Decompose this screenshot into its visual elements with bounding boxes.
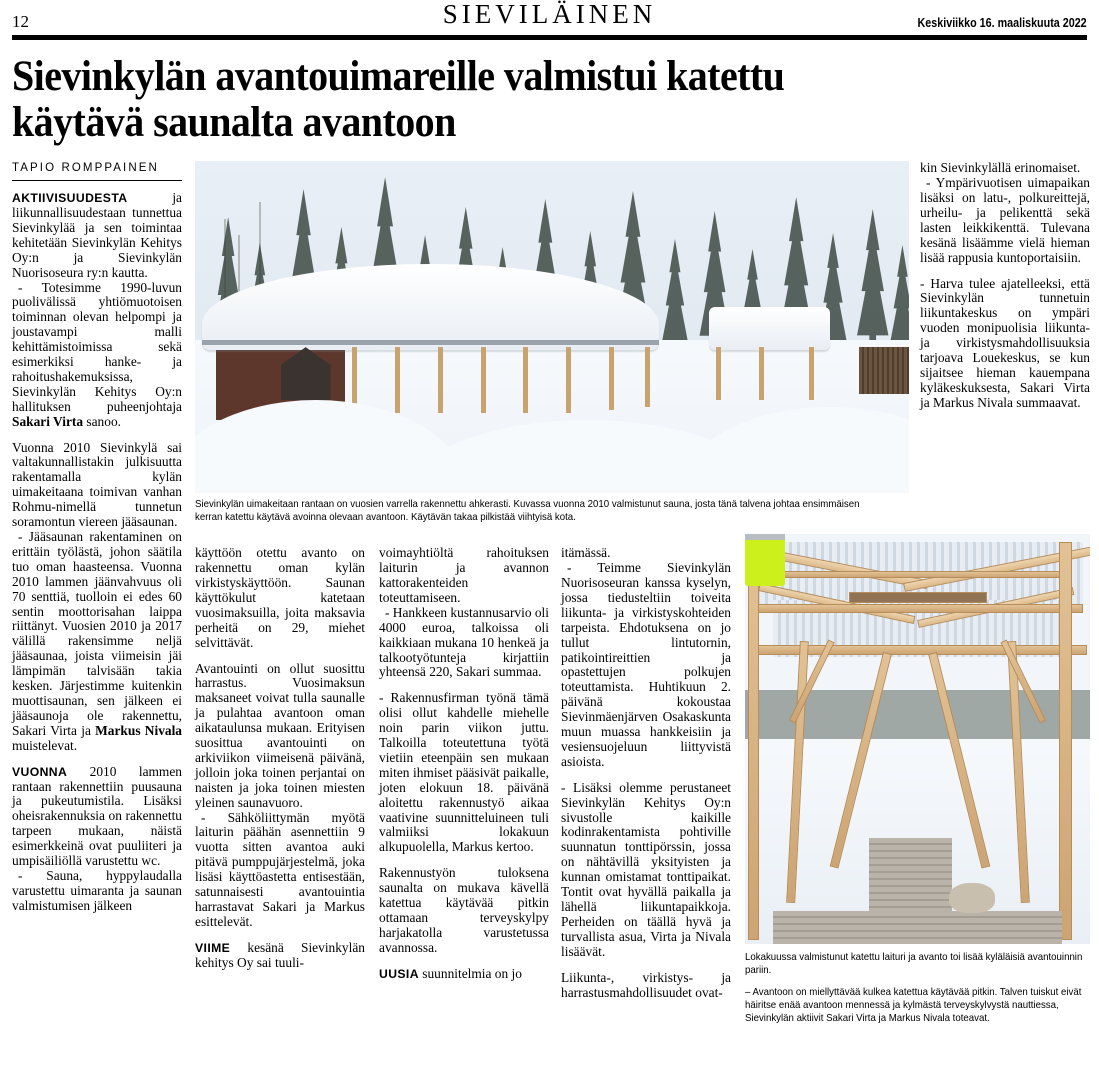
text-column-1 bbox=[12, 161, 182, 914]
headline-line-1: Sievinkylän avantouimareille valmistui katettu bbox=[12, 53, 785, 100]
text-column-2 bbox=[195, 546, 365, 970]
article-headline bbox=[12, 54, 1082, 145]
paragraph: - Lisäksi olemme perustaneet Sievinkylän Kehitys Oy:n sivustolle kaikille kodinrakentamista pohtiville suunnatun tonttipörssin, jossa on nähtävillä yksityisten ja kunnan omistamat tonttipaikat. Tontit ovat hyvällä paikalla ja lähellä liikuntapaikkoja. Perheiden on täällä hyvä ja turvallista asua, Virta ja Nivala lisäävät. bbox=[561, 779, 731, 959]
paragraph: - Teimme Sievinkylän Nuorisoseuran kanssa kyselyn, jossa tiedusteltiin toiveita liikunta- ja virkistyskohteiden tarpeista. Ehdotuksena on jo tullut lintutornin, patikointireittien ja opastettujen polkujen toteuttamista. Huhtikuun 2. päivänä kokoustaa Sievinmäenjärven Osakaskunta muun muassa hankkeisiin ja vesiensuojeluun liittyvistä asioista. bbox=[561, 560, 731, 769]
paragraph: Rakennustyön tuloksena saunalta on mukava kävellä katettua käytävää pitkin ottamaan terveyskylpy harjakatolla varustetussa avannossa. bbox=[379, 865, 549, 955]
headline-line-2: käytävä saunalta avantoon bbox=[12, 98, 456, 146]
paragraph: Vuonna 2010 Sievinkylä sai valtakunnallistakin julkisuutta rakentamalla kylän uimakeitaana toimivan vanhan Rohmu-nimellä tunnetun soramontun viereen jääsaunan. bbox=[12, 439, 182, 530]
photo-pavilion-men bbox=[745, 534, 1090, 944]
paragraph: - Sähköliittymän myötä laiturin päähän asennettiin 9 vuotta sitten avantoa auki pitävä pumppujärjestelmä, joka lisäsi käyttöastetta entisestään, satunnaisesti avantouintia harrastavat Sakari ja Markus esittelevät. bbox=[195, 809, 365, 929]
paragraph bbox=[12, 281, 182, 430]
byline: TAPIO ROMPPAINEN bbox=[12, 161, 182, 181]
photo-bottom-caption bbox=[745, 951, 1091, 1025]
paragraph-text: - Jääsaunan rakentaminen on erittäin työlästä, johon säätila tuo oman haasteensa. Vuonna 2010 lammen jäänvahvuus oli 70 senttiä, tuolloin ei edes 60 sentin moottorisahan laippa riittänyt. Vuosien 2010 ja 2017 välillä rakensimme neljä jääsaunaa, joista viimeisin jäi lämpimän talvisään takia kesken. Järjestimme kuitenkin muottisaunan, sen jälkeen ei jääsaunoja ole rakennettu, bbox=[12, 529, 182, 723]
paragraph: - Rakennusfirman työnä tämä olisi ollut kahdelle miehelle noin parin viikon juttu. Talkoilla toteutettuna työtä vietiin eteenpäin sen mukaan miten ihmiset pääsivät paikalle, joten elokuun 18. päivänä aloitettu rakennustyö aikaa vaativine suunnitteluineen tuli valmiiksi lokakuun alkupuolella, Markus kertoo. bbox=[379, 690, 549, 855]
photo-bottom-caption-line-1: Lokakuussa valmistunut katettu laituri ja avanto toi lisää kyläläisiä avantouinnin pariin. bbox=[745, 952, 1083, 977]
dog bbox=[949, 883, 995, 913]
paragraph: Liikunta-, virkistys- ja harrastusmahdollisuudet ovat- bbox=[561, 969, 731, 1000]
paragraph: - Harva tulee ajatelleeksi, että Sievinkylän tunnetuin liikuntakeskus on ympäri vuoden monipuolisia liikunta- ja virkistysmahdollisuuksia tarjoava Louekeskus, se kun sijaitsee hieman kauempana kyläkeskuksesta, Sakari Virta ja Markus Nivala summaavat. bbox=[920, 275, 1090, 410]
lead-in-word: UUSIA bbox=[379, 966, 419, 981]
person-name: Markus Nivala bbox=[95, 722, 183, 738]
paragraph: Avantouinti on ollut suosittu harrastus. Vuosimaksun maksaneet voivat tulla saunalle ja pulahtaa avantoon oman aikataulunsa mukaan. Erityisen suosittua avantouinti on arkiviikon viimeisenä päivänä, jolloin joka toinen perjantai on naisten ja joka toinen miesten yleinen saunavuoro. bbox=[195, 660, 365, 810]
paragraph-text: sanoo. bbox=[83, 413, 121, 429]
page-number: 12 bbox=[12, 12, 29, 31]
paragraph-text: ja liikunnallisuudestaan tunnettua Sievinkylää ja sen toimintaa kehitetään Sievinkylän Kehitys Oy:n ja Sievinkylän Nuorisoseura ry:n kautta. bbox=[12, 190, 182, 280]
person-name: Sakari Virta bbox=[12, 722, 77, 738]
paragraph-text: muistelevat. bbox=[12, 737, 78, 753]
text-column-3 bbox=[379, 546, 549, 981]
paragraph: itämässä. bbox=[561, 545, 611, 561]
paragraph-text: suunnitelmia on jo bbox=[418, 965, 522, 981]
lead-in-word: AKTIIVISUUDESTA bbox=[12, 191, 128, 206]
paragraph bbox=[195, 941, 365, 971]
lead-in-word: VUONNA bbox=[12, 764, 68, 779]
paragraph bbox=[12, 191, 182, 280]
paragraph bbox=[12, 530, 182, 754]
photo-sauna-walkway bbox=[195, 161, 909, 493]
photo-top-caption: Sievinkylän uimakeitaan rantaan on vuosien varrella rakennettu ahkerasti. Kuvassa vuonna 2010 valmistunut sauna, josta tänä talvena johtaa ensimmäisen kerran katettu käytävä avoinna olevaan avantoon. Käytävän takaa pilkistää viihtyisä kota. bbox=[195, 499, 860, 524]
text-column-5 bbox=[920, 161, 1090, 411]
masthead bbox=[12, 0, 1087, 34]
paragraph-text: kesänä Sievinkylän kehitys Oy sai tuuli- bbox=[195, 939, 365, 970]
lead-in-word: VIIME bbox=[195, 940, 231, 955]
paragraph: - Ympärivuotisen uimapaikan lisäksi on latu-, polkureittejä, urheilu- ja pelikenttä sekä lasten leikkikenttä. Tulevana kesänä lisäämme vielä hieman lisää rappusia kuntoportaisiin. bbox=[920, 175, 1090, 265]
paragraph: - Sauna, hyppylaudalla varustettu uimaranta ja saunan valmistumisen jälkeen bbox=[12, 867, 182, 913]
masthead-rule bbox=[12, 35, 1087, 40]
paragraph bbox=[12, 765, 182, 869]
paragraph-text: - Totesimme 1990-luvun puolivälissä yhtiömuotoisen toiminnan olevan helpompi ja joustavampi malli kehittämistoimissa sekä esimerkiksi hanke- ja rahoitushakemuksissa, Sievinkylän Kehitys Oy:n hallituksen puheenjohtaja bbox=[12, 279, 182, 414]
paragraph: - Hankkeen kustannusarvio oli 4000 euroa, talkoissa oli kaikkiaan mukana 10 henkeä ja talkootyötunteja kirjattiin yhteensä 220, Sakari summaa. bbox=[379, 604, 549, 680]
issue-date: Keskiviikko 16. maaliskuuta 2022 bbox=[917, 15, 1087, 30]
person-name: Sakari Virta bbox=[12, 413, 84, 429]
paragraph-text: ja bbox=[76, 722, 96, 738]
paragraph-text: 2010 lammen rantaan rakennettiin puusauna ja pukeutumistila. Lisäksi oheisrakennuksia on rakennettu tarpeen mukaan, näistä esimerkkeinä ovat puuliiteri ja umpisäiliöllä varustettu wc. bbox=[12, 763, 182, 869]
photo-bottom-caption-line-2: – Avantoon on miellyttävää kulkea katettua käytävää pitkin. Talven tuiskut eivät häiritse enää avantoon mennessä ja kylmästä terveyskylvystä nauttiessa, Sievinkylän aktiivit Sakari Virta ja Markus Nivala toteavat. bbox=[745, 986, 1082, 1024]
publication-title: SIEVILÄINEN bbox=[442, 0, 657, 29]
paragraph: voimayhtiöltä rahoituksen laiturin ja avannon kattorakenteiden toteuttamiseen. bbox=[379, 545, 549, 605]
paragraph: kin Sievinkylällä erinomaiset. bbox=[920, 160, 1081, 176]
paragraph bbox=[379, 967, 549, 982]
paragraph: käyttöön otettu avanto on rakennettu oman kylän virkistyskäyttöön. Saunan käyttökulut katetaan vuosimaksuilla, joita maksavia perheitä on 29, miehet selvittävät. bbox=[195, 545, 365, 650]
text-column-4 bbox=[561, 546, 731, 1000]
